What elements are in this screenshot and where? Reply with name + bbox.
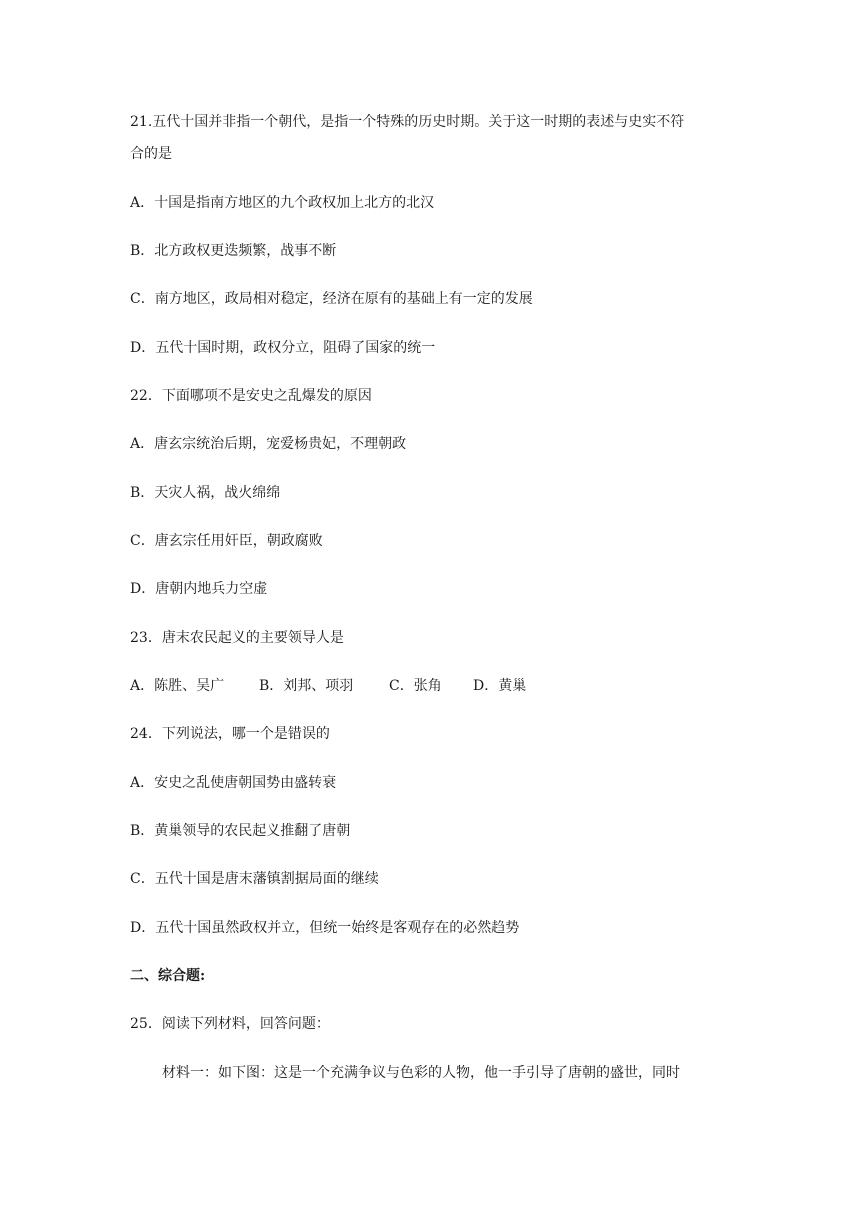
q22-option-a: A．唐玄宗统治后期，宠爱杨贵妃，不理朝政 (130, 436, 407, 452)
q22-option-d: D．唐朝内地兵力空虚 (130, 581, 268, 597)
q23-option-a: A．陈胜、吴广 (130, 678, 225, 694)
q23-option-b: B．刘邦、项羽 (259, 678, 354, 694)
q25-stem: 25．阅读下列材料，回答问题： (130, 1016, 330, 1032)
q23-option-d: D．黄巢 (473, 678, 527, 694)
q24-stem: 24．下列说法，哪一个是错误的 (130, 726, 330, 742)
q24-option-a: A．安史之乱使唐朝国势由盛转衰 (130, 775, 337, 791)
q23-options-row (130, 676, 526, 696)
q23-option-c: C．张角 (389, 678, 442, 694)
q22-option-c: C．唐玄宗任用奸臣，朝政腐败 (130, 533, 323, 549)
q21-option-b: B．北方政权更迭频繁，战事不断 (130, 243, 337, 259)
q21-option-d: D．五代十国时期，政权分立，阻碍了国家的统一 (130, 340, 436, 356)
q25-material1: 材料一：如下图：这是一个充满争议与色彩的人物，他一手引导了唐朝的盛世，同时 (162, 1065, 680, 1081)
section2-heading: 二、综合题: (130, 968, 206, 984)
q22-option-b: B．天灾人祸，战火绵绵 (130, 485, 281, 501)
q24-option-c: C．五代十国是唐末藩镇割据局面的继续 (130, 871, 379, 887)
q22-stem: 22．下面哪项不是安史之乱爆发的原因 (130, 388, 372, 404)
q21-stem-line2: 合的是 (130, 146, 172, 162)
q23-stem: 23．唐末农民起义的主要领导人是 (130, 630, 344, 646)
q21-option-c: C．南方地区，政局相对稳定，经济在原有的基础上有一定的发展 (130, 291, 533, 307)
q21-option-a: A．十国是指南方地区的九个政权加上北方的北汉 (130, 195, 435, 211)
q21-stem-line1: 21.五代十国并非指一个朝代，是指一个特殊的历史时期。关于这一时期的表述与史实不符 (130, 114, 685, 130)
q24-option-d: D．五代十国虽然政权并立，但统一始终是客观存在的必然趋势 (130, 920, 520, 936)
q24-option-b: B．黄巢领导的农民起义推翻了唐朝 (130, 823, 351, 839)
